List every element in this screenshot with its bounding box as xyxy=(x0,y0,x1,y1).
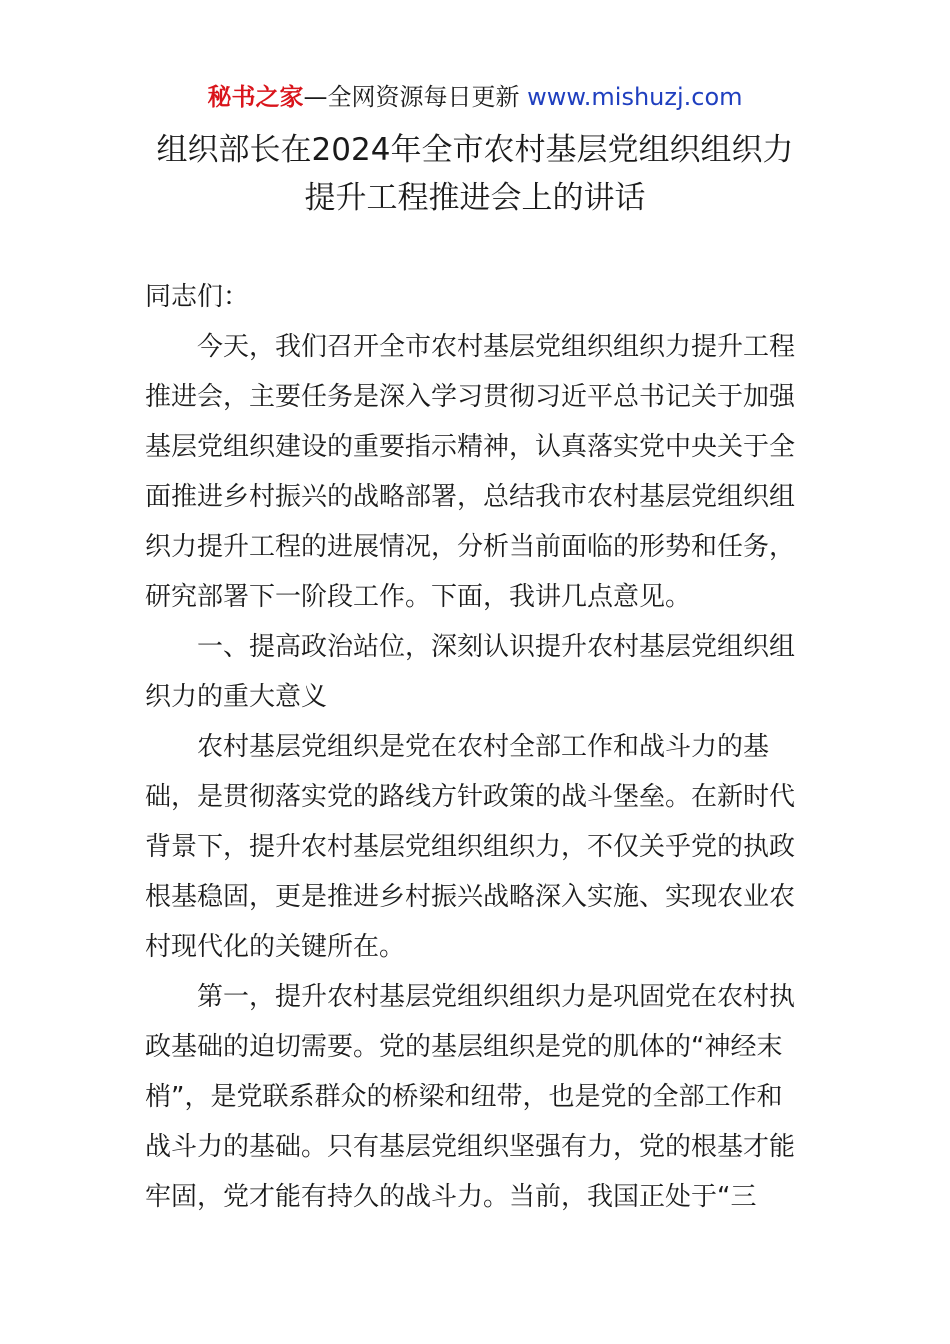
paragraph-line: 础，是贯彻落实党的路线方针政策的战斗堡垒。在新时代 xyxy=(145,782,796,812)
paragraph-line: 第一，提升农村基层党组织组织力是巩固党在农村执 xyxy=(197,982,796,1012)
paragraph-line: 根基稳固，更是推进乡村振兴战略深入实施、实现农业农 xyxy=(145,882,796,912)
paragraph-line: 今天，我们召开全市农村基层党组织组织力提升工程 xyxy=(197,332,796,362)
paragraph-line: 梢”，是党联系群众的桥梁和纽带，也是党的全部工作和 xyxy=(145,1082,783,1112)
title-line-2: 提升工程推进会上的讲话 xyxy=(304,180,646,216)
site-url-link[interactable]: www.mishuzj.com xyxy=(527,83,743,111)
document-body xyxy=(145,272,815,1222)
paragraph-line: 村现代化的关键所在。 xyxy=(145,932,406,962)
salutation: 同志们： xyxy=(145,282,250,312)
paragraph-line: 基层党组织建设的重要指示精神，认真落实党中央关于全 xyxy=(145,432,796,462)
section-heading-line: 一、提高政治站位，深刻认识提升农村基层党组织组 xyxy=(197,632,796,662)
site-header xyxy=(0,80,950,114)
paragraph-line: 战斗力的基础。只有基层党组织坚强有力，党的根基才能 xyxy=(145,1132,796,1162)
site-tagline: —全网资源每日更新 xyxy=(303,83,528,111)
paragraph-line: 推进会，主要任务是深入学习贯彻习近平总书记关于加强 xyxy=(145,382,796,412)
title-line-1: 组织部长在2024年全市农村基层党组织组织力 xyxy=(156,132,794,168)
paragraph-line: 织力提升工程的进展情况，分析当前面临的形势和任务， xyxy=(145,532,796,562)
paragraph-line: 研究部署下一阶段工作。下面，我讲几点意见。 xyxy=(145,582,692,612)
site-brand: 秘书之家 xyxy=(207,83,304,111)
paragraph-line: 农村基层党组织是党在农村全部工作和战斗力的基 xyxy=(197,732,770,762)
paragraph-line: 背景下，提升农村基层党组织组织力，不仅关乎党的执政 xyxy=(145,832,796,862)
section-heading-line: 织力的重大意义 xyxy=(145,682,328,712)
paragraph-line: 牢固，党才能有持久的战斗力。当前，我国正处于“三 xyxy=(145,1182,757,1212)
paragraph-line: 面推进乡村振兴的战略部署，总结我市农村基层党组织组 xyxy=(145,482,796,512)
paragraph-line: 政基础的迫切需要。党的基层组织是党的肌体的“神经末 xyxy=(145,1032,783,1062)
document-title xyxy=(0,126,950,222)
